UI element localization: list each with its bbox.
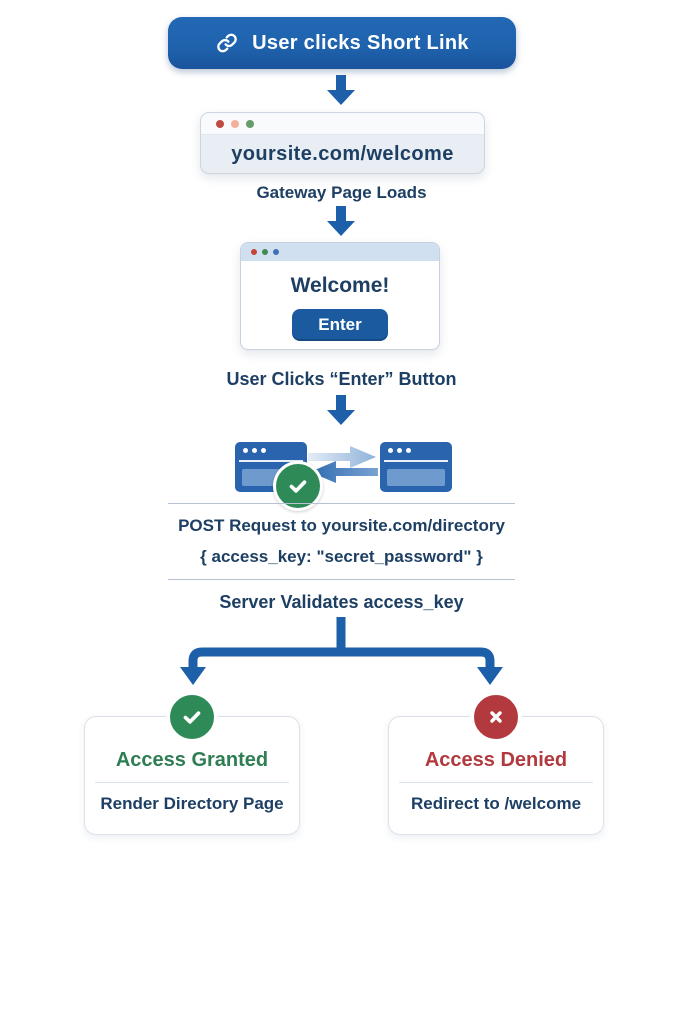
denied-badge	[470, 691, 522, 743]
browser-divider	[384, 460, 448, 462]
traffic-light-dots	[243, 448, 266, 453]
arrow-down-icon	[324, 75, 358, 105]
window-dot-blue-icon	[273, 249, 279, 255]
arrow-down-icon	[324, 206, 358, 236]
granted-detail: Render Directory Page	[100, 794, 284, 813]
branch-arrows-icon	[170, 614, 515, 686]
link-icon	[215, 31, 239, 55]
check-icon	[179, 704, 205, 730]
welcome-window-body	[241, 261, 439, 341]
access-granted-card	[84, 716, 300, 835]
x-icon	[484, 705, 508, 729]
window-dot-red-icon	[251, 249, 257, 255]
welcome-title: Welcome!	[290, 274, 390, 297]
window-dot-green-icon	[246, 120, 254, 128]
window-dot-salmon-icon	[231, 120, 239, 128]
window-dot-green-icon	[262, 249, 268, 255]
denied-title: Access Denied	[424, 749, 568, 771]
enter-caption: User Clicks “Enter” Button	[226, 369, 457, 389]
granted-title: Access Granted	[115, 749, 269, 771]
browser-titlebar	[201, 113, 484, 135]
welcome-window	[240, 242, 440, 350]
denied-detail: Redirect to /welcome	[410, 794, 582, 813]
browser-content-block	[387, 469, 445, 486]
start-node	[168, 17, 516, 69]
browser-exchange-graphic	[0, 442, 683, 506]
window-dot-red-icon	[216, 120, 224, 128]
traffic-light-dots	[388, 448, 411, 453]
arrow-down-icon	[324, 395, 358, 425]
access-denied-card	[388, 716, 604, 835]
post-request-line1: POST Request to yoursite.com/directory	[178, 516, 505, 535]
validation-caption: Server Validates access_key	[219, 592, 464, 612]
url-text: yoursite.com/welcome	[231, 142, 454, 165]
start-label: User clicks Short Link	[252, 31, 469, 54]
post-request-line2: { access_key: "secret_password" }	[200, 547, 483, 566]
card-divider	[95, 782, 289, 783]
browser-titlebar	[241, 243, 439, 261]
gateway-caption: Gateway Page Loads	[256, 183, 427, 202]
server-browser-icon	[380, 442, 452, 492]
card-divider	[399, 782, 593, 783]
granted-badge	[166, 691, 218, 743]
url-browser-window	[200, 112, 485, 174]
section-divider	[168, 503, 515, 504]
section-divider	[168, 579, 515, 580]
check-icon	[285, 473, 311, 499]
enter-button: Enter	[292, 309, 388, 341]
